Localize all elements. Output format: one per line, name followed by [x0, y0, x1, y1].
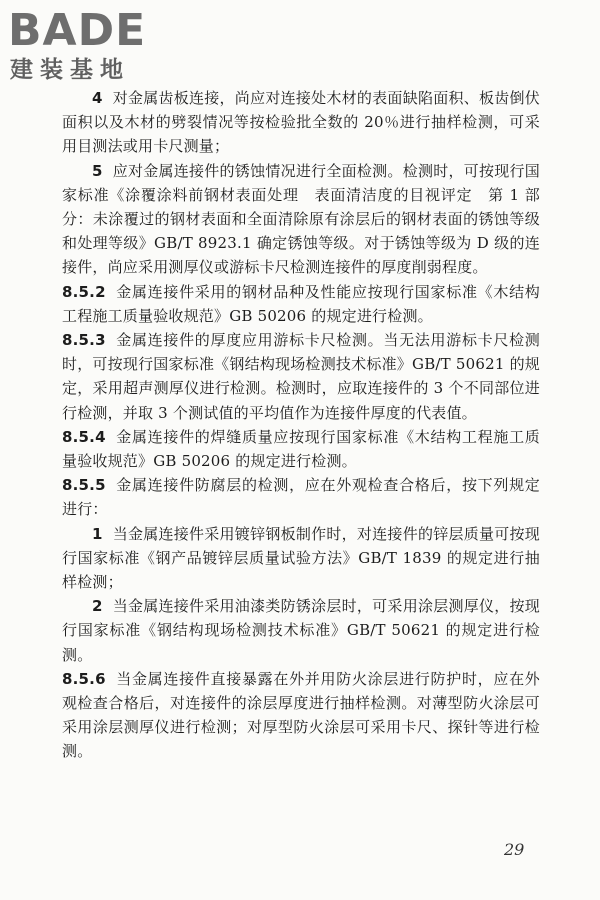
clause-number: 2 [92, 597, 103, 616]
clause-8-5-5 [62, 473, 540, 521]
clause-text: 对金属齿板连接，尚应对连接处木材的表面缺陷面积、板齿倒伏面积以及木材的劈裂情况等按检验批全数的 20％进行抽样检测，可采用目测法或用卡尺测量； [62, 89, 540, 156]
clause-text: 当金属连接件直接暴露在外并用防火涂层进行防护时，应在外观检查合格后，对连接件的涂层厚度进行抽样检测。对薄型防火涂层可采用涂层测厚仪进行检测；对厚型防火涂层可采用卡尺、探针等进行检测。 [62, 669, 540, 761]
clause-text: 金属连接件的厚度应用游标卡尺检测。当无法用游标卡尺检测时，可按现行国家标准《钢结构现场检测技术标准》GB/T 50621 的规定，采用超声测厚仪进行检测。检测时，应取连接件的 3 个不同部位进行检测，并取 3 个测试值的平均值作为连接件厚度的代表值。 [62, 331, 540, 422]
clause-number: 4 [92, 89, 103, 107]
clause-8-5-2 [62, 280, 540, 328]
clause-text: 金属连接件的焊缝质量应按现行国家标准《木结构工程施工质量验收规范》GB 50206 的规定进行检测。 [62, 427, 540, 471]
bade-logo [8, 6, 178, 86]
clause-8-5-4 [62, 425, 540, 473]
clause-text: 应对金属连接件的锈蚀情况进行全面检测。检测时，可按现行国家标准《涂覆涂料前钢材表面处理 表面清洁度的目视评定 第 1 部分：未涂覆过的钢材表面和全面清除原有涂层后的钢材表面的锈蚀等级和处理等级》GB/T 8923.1 确定锈蚀等级。对于锈蚀等级为 D 级的连接件，尚应采用测厚仪或游标卡尺检测连接件的厚度削弱程度。 [62, 161, 540, 277]
clause-8-5-3 [62, 328, 540, 425]
clause-number: 8.5.2 [62, 282, 106, 301]
page-number: 29 [504, 840, 525, 859]
clause-number: 1 [92, 524, 103, 543]
clause-item-1 [62, 522, 540, 595]
clause-text: 当金属连接件采用镀锌钢板制作时，对连接件的锌层质量可按现行国家标准《钢产品镀锌层质量试验方法》GB/T 1839 的规定进行抽样检测； [62, 524, 540, 592]
clause-number: 8.5.5 [62, 476, 106, 495]
clause-number: 5 [92, 161, 103, 180]
logo-word: BADE [8, 5, 147, 56]
clause-item-4 [62, 86, 540, 159]
clause-number: 8.5.4 [62, 427, 106, 446]
logo-subtitle: 建装基地 [10, 57, 130, 83]
clause-text: 金属连接件采用的钢材品种及性能应按现行国家标准《木结构工程施工质量验收规范》GB 50206 的规定进行检测。 [62, 282, 540, 325]
clause-item-5 [62, 159, 540, 280]
clause-8-5-6 [62, 667, 540, 764]
document-body [62, 86, 540, 764]
clause-number: 8.5.3 [62, 331, 106, 350]
clause-text: 当金属连接件采用油漆类防锈涂层时，可采用涂层测厚仪，按现行国家标准《钢结构现场检测技术标准》GB/T 50621 的规定进行检测。 [62, 597, 540, 664]
clause-text: 金属连接件防腐层的检测，应在外观检查合格后，按下列规定进行： [62, 476, 540, 519]
clause-number: 8.5.6 [62, 669, 106, 688]
clause-item-2 [62, 594, 540, 667]
